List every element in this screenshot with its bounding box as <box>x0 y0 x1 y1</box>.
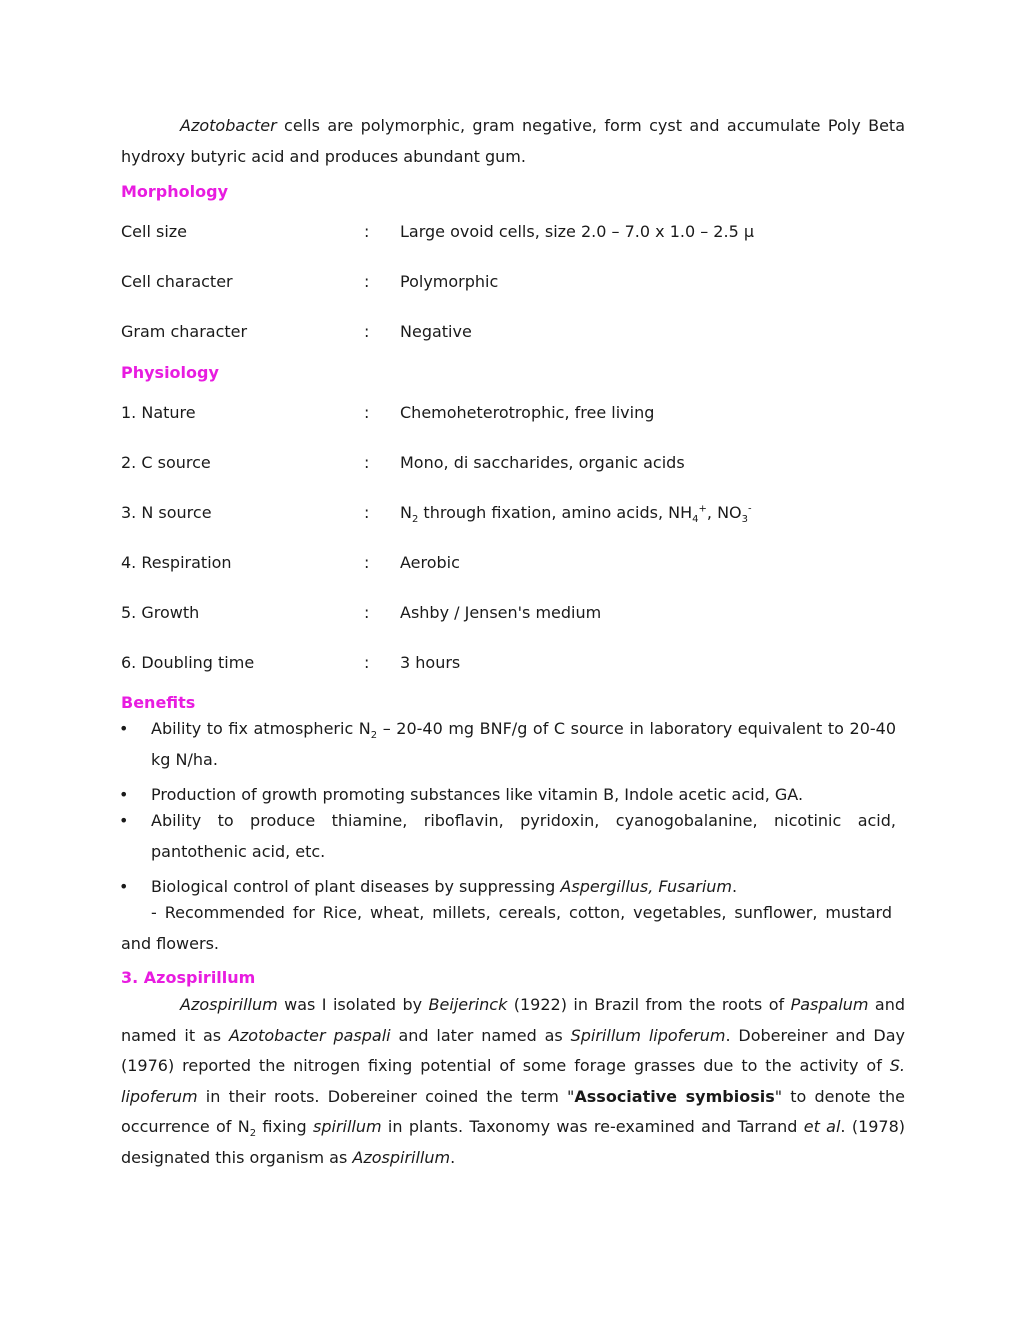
row-separator: : <box>364 653 370 672</box>
organism-name: S. lipoferum <box>121 1056 905 1106</box>
row-label: 5. Growth <box>121 603 200 622</box>
value-part: , NO <box>706 503 742 522</box>
row-label: Cell character <box>121 272 233 291</box>
benefit-item-nitrogen-fixation <box>151 714 896 775</box>
subscript: 3 <box>741 514 748 526</box>
intro-organism: Azotobacter <box>180 116 277 135</box>
superscript: - <box>748 503 752 515</box>
benefit-text: Biological control of plant diseases by suppressing <box>151 877 561 896</box>
physiology-heading: Physiology <box>121 363 219 382</box>
benefit-item-vitamins: Ability to produce thiamine, riboflavin, pyridoxin, cyanogobalanine, nicotinic acid, pantothenic acid, etc. <box>151 811 896 861</box>
benefit-text: Ability to fix atmospheric N <box>151 719 371 738</box>
key-term: Associative symbiosis <box>574 1086 775 1106</box>
row-value: Mono, di saccharides, organic acids <box>400 453 685 472</box>
benefits-heading: Benefits <box>121 693 196 712</box>
row-label: 3. N source <box>121 503 212 522</box>
organism-name: Spirillum lipoferum <box>570 1025 726 1045</box>
row-label: 2. C source <box>121 453 211 472</box>
row-value <box>400 503 752 526</box>
row-separator: : <box>364 322 370 341</box>
morphology-row-gram-character <box>0 322 1024 342</box>
subscript: 2 <box>370 730 378 742</box>
organism-name: Azotobacter paspali <box>228 1025 391 1045</box>
organism-name: Paspalum <box>790 995 869 1014</box>
physiology-row-c-source <box>0 453 1024 473</box>
subscript: 4 <box>692 514 699 526</box>
row-label: 4. Respiration <box>121 553 232 572</box>
row-separator: : <box>364 603 370 622</box>
paragraph-text: in their roots. Dobereiner coined the term " <box>197 1086 575 1106</box>
paragraph-text: " to denote the occurrence of N <box>121 1086 906 1136</box>
row-separator: : <box>364 453 370 472</box>
value-part: N <box>400 503 412 522</box>
physiology-row-respiration <box>0 553 1024 573</box>
paragraph-text: . <box>450 1147 456 1167</box>
subscript: 2 <box>411 514 419 526</box>
organism-name: spirillum <box>313 1117 382 1136</box>
row-separator: : <box>364 272 370 291</box>
row-label: 6. Doubling time <box>121 653 255 672</box>
benefit-text: . <box>732 877 738 896</box>
row-separator: : <box>364 403 370 422</box>
paragraph-text: (1922) in Brazil from the roots of <box>507 995 791 1014</box>
row-value: Chemoheterotrophic, free living <box>400 403 655 422</box>
physiology-row-doubling-time <box>0 653 1024 673</box>
bullet-icon: • <box>119 811 129 830</box>
scientist-name: Beijerinck <box>428 995 508 1014</box>
physiology-row-growth <box>0 603 1024 623</box>
row-value: Ashby / Jensen's medium <box>400 603 602 622</box>
paragraph-text: and named it as <box>121 995 906 1045</box>
citation-et-al: et al <box>803 1117 841 1136</box>
value-part: through fixation, amino acids, NH <box>418 503 693 522</box>
intro-paragraph <box>121 111 905 172</box>
row-label: Gram character <box>121 322 248 341</box>
row-value: Polymorphic <box>400 272 499 291</box>
morphology-row-cell-size <box>0 222 1024 242</box>
morphology-row-cell-character <box>0 272 1024 292</box>
pathogen-names: Aspergillus, Fusarium <box>560 877 732 896</box>
paragraph-text: and later named as <box>390 1025 571 1045</box>
row-separator: : <box>364 553 370 572</box>
superscript: + <box>698 503 707 515</box>
paragraph-text: in plants. Taxonomy was re-examined and Tarrand <box>381 1117 804 1136</box>
paragraph-text: . Dobereiner and Day (1976) reported the nitrogen fixing potential of some forage grasses due to the activity of <box>121 1025 905 1075</box>
organism-name: Azospirillum <box>352 1147 451 1167</box>
row-value: Large ovoid cells, size 2.0 – 7.0 x 1.0 – 2.5 μ <box>400 222 755 241</box>
benefit-text: – 20-40 mg BNF/g of C source in laboratory equivalent to 20-40 kg N/ha. <box>151 719 896 769</box>
row-label: 1. Nature <box>121 403 196 422</box>
intro-text: cells are polymorphic, gram negative, form cyst and accumulate Poly Beta hydroxy butyric acid and produces abundant gum. <box>121 116 905 166</box>
azospirillum-heading: 3. Azospirillum <box>121 968 256 987</box>
row-value: 3 hours <box>400 653 461 672</box>
physiology-row-nature <box>0 403 1024 423</box>
row-separator: : <box>364 222 370 241</box>
recommended-crops: - Recommended for Rice, wheat, millets, cereals, cotton, vegetables, sunflower, mustard and flowers. <box>121 903 892 953</box>
benefit-item-biocontrol <box>151 877 737 897</box>
bullet-icon: • <box>119 785 129 804</box>
paragraph-text: . (1978) designated this organism as <box>121 1117 906 1167</box>
azospirillum-paragraph <box>121 990 905 1173</box>
row-label: Cell size <box>121 222 188 241</box>
paragraph-text: was I isolated by <box>277 995 429 1014</box>
row-separator: : <box>364 503 370 522</box>
organism-name: Azospirillum <box>180 995 278 1014</box>
bullet-icon: • <box>119 877 129 896</box>
morphology-heading: Morphology <box>121 182 228 201</box>
row-value: Negative <box>400 322 472 341</box>
bullet-icon: • <box>119 719 129 738</box>
row-value: Aerobic <box>400 553 460 572</box>
subscript: 2 <box>249 1128 257 1140</box>
physiology-row-n-source <box>0 503 1024 526</box>
benefit-item-growth-substances: Production of growth promoting substances like vitamin B, Indole acetic acid, GA. <box>151 785 804 804</box>
paragraph-text: fixing <box>256 1117 314 1136</box>
